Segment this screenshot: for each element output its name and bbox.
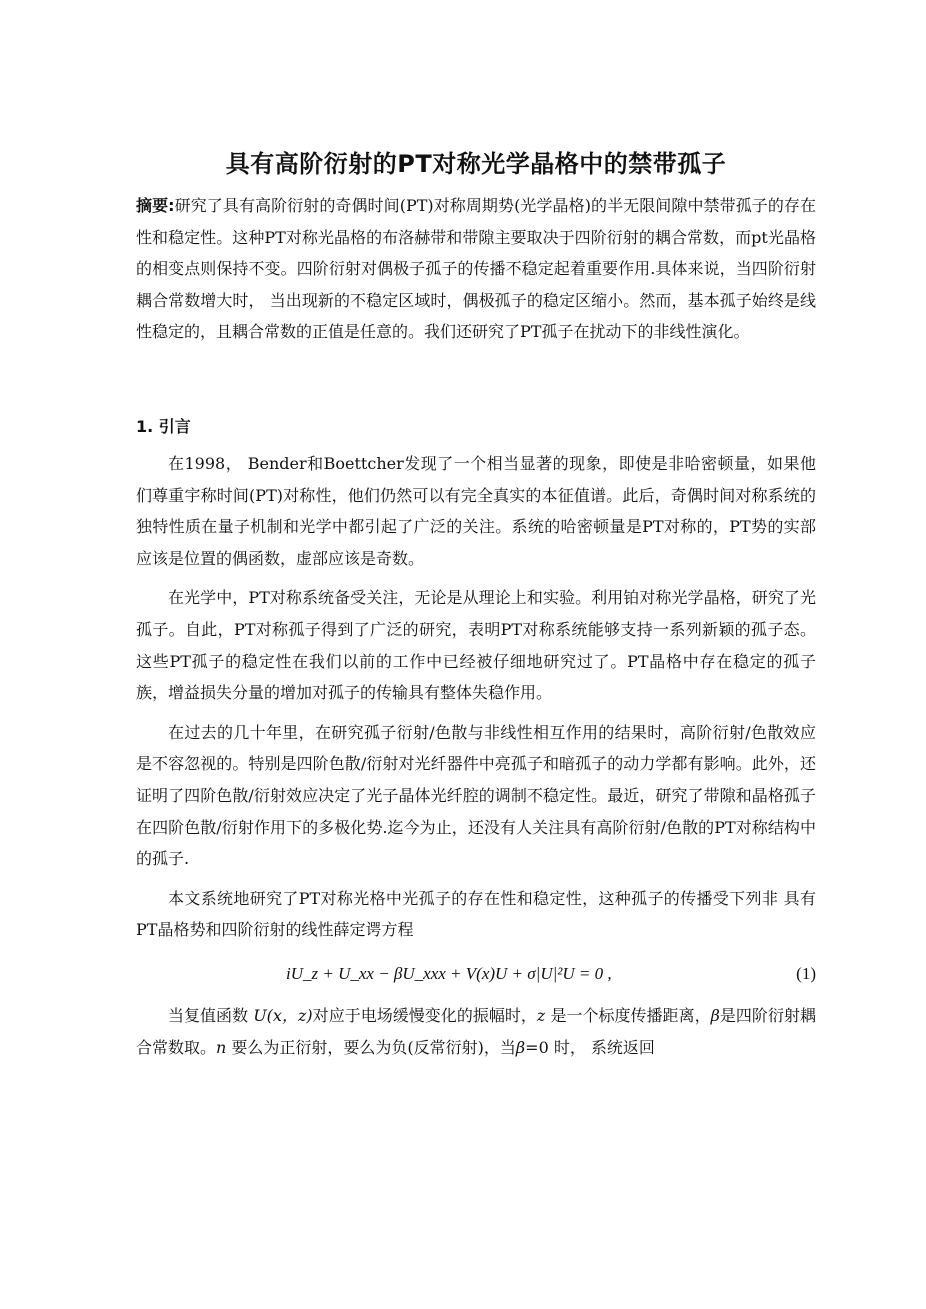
var-z: z (536, 1005, 546, 1025)
paragraph-3: 在过去的几十年里，在研究孤子衍射/色散与非线性相互作用的结果时，高阶衍射/色散效应是不容忽视的。特别是四阶色散/衍射对光纤器件中亮孤子和暗孤子的动力学都有影响。此外，还证明了四阶色散/衍射效应决定了光子晶体光纤腔的调制不稳定性。最近，研究了带隙和晶格孤子在四阶色散/衍射作用下的多极化势.迄今为止，还没有人关注具有高阶衍射/色散的PT对称结构中的孤子. (136, 722, 816, 869)
p5-text-4: 是四阶衍射耦合常数取。 (136, 1005, 816, 1057)
p5-text-6: =0 时， 系统返回 (525, 1037, 655, 1057)
abstract (136, 190, 816, 348)
p5-text-2: 对应于电场缓慢变化的振幅时， (312, 1005, 537, 1025)
p5-text-3: 是一个标度传播距离， (545, 1005, 711, 1025)
equation-formula: iU_z + U_xx − βU_xxx + V(x)U + σ|U|²U = 0 , (286, 964, 612, 984)
var-beta-zero: β (515, 1037, 526, 1057)
var-n: n (216, 1037, 227, 1057)
equation-number: (1) (796, 964, 816, 984)
equation-1 (136, 954, 816, 994)
p5-text-5: 要么为正衍射，要么为负(反常衍射)，当 (226, 1037, 516, 1057)
var-U: U(x，z) (253, 1005, 313, 1025)
paragraph-4: 本文系统地研究了PT对称光格中光孤子的存在性和稳定性，这种孤子的传播受下列非 具有PT晶格势和四阶衍射的线性薛定谔方程 (136, 888, 816, 940)
introduction-body (136, 448, 816, 1071)
abstract-text: 研究了具有高阶衍射的奇偶时间(PT)对称周期势(光学晶格)的半无限间隙中禁带孤子的存在性和稳定性。这种PT对称光晶格的布洛赫带和带隙主要取决于四阶衍射的耦合常数，而pt光晶格的相变点则保持不变。四阶衍射对偶极子孤子的传播不稳定起着重要作用.具体来说，当四阶衍射耦合常数增大时， 当出现新的不稳定区域时，偶极孤子的稳定区缩小。然而，基本孤子始终是线性稳定的，且耦合常数的正值是任意的。我们还研究了PT孤子在扰动下的非线性演化。 (136, 196, 816, 341)
paper-title: 具有高阶衍射的PT对称光学晶格中的禁带孤子 (225, 150, 727, 178)
paragraph-5 (136, 1000, 816, 1063)
paragraph-2: 在光学中，PT对称系统备受关注，无论是从理论上和实验。利用铂对称光学晶格，研究了光孤子。自此，PT对称孤子得到了广泛的研究，表明PT对称系统能够支持一系列新颖的孤子态。这些PT孤子的稳定性在我们以前的工作中已经被仔细地研究过了。PT晶格中存在稳定的孤子族，增益损失分量的增加对孤子的传输具有整体失稳作用。 (136, 588, 816, 703)
section-heading-introduction: 1. 引言 (136, 417, 191, 436)
abstract-label: 摘要: (136, 196, 175, 215)
var-beta: β (710, 1005, 720, 1025)
paragraph-1: 在1998， Bender和Boettcher发现了一个相当显著的现象，即使是非哈密顿量，如果他们尊重宇称时间(PT)对称性，他们仍然可以有完全真实的本征值谱。此后，奇偶时间对称系统的独特性质在量子机制和光学中都引起了广泛的关注。系统的哈密顿量是PT对称的，PT势的实部应该是位置的偶函数，虚部应该是奇数。 (136, 454, 816, 568)
p5-text-1: 当复值函数 (168, 1005, 254, 1025)
